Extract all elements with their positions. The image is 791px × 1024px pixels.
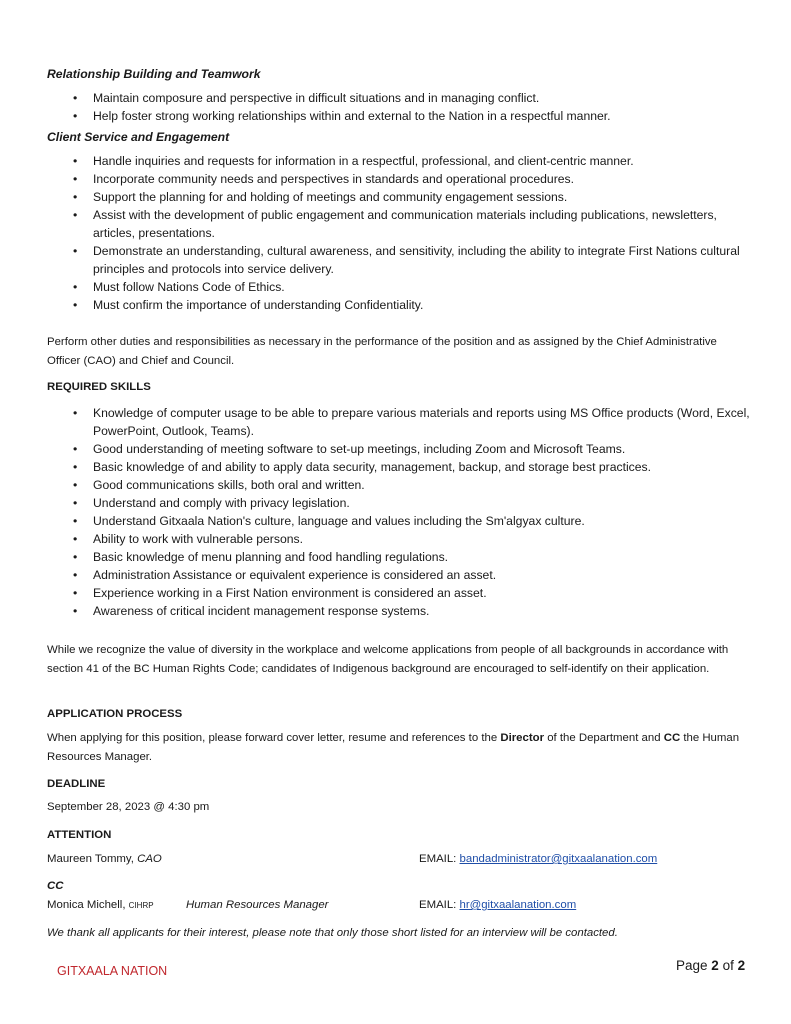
contact-name: Maureen Tommy, — [47, 853, 134, 865]
list-item: • Good understanding of meeting software to set-up meetings, including Zoom and Microsoft Teams. — [0, 440, 791, 458]
attention-heading: ATTENTION — [47, 829, 112, 841]
attention-email-link[interactable]: bandadministrator@gitxaalanation.com — [459, 853, 658, 865]
thanks-note: We thank all applicants for their interest, please note that only those short listed for an interview will be contacted. — [47, 927, 618, 939]
list-item: • Basic knowledge of menu planning and food handling regulations. — [0, 548, 791, 566]
list-item: • Understand and comply with privacy legislation. — [0, 494, 791, 512]
cc-email-link[interactable]: hr@gitxaalanation.com — [459, 899, 577, 911]
attention-contact — [47, 853, 162, 865]
contact-credential: CIHRP — [128, 901, 154, 910]
page-number — [676, 958, 745, 973]
page-of: of — [722, 958, 734, 973]
list-item: • Awareness of critical incident management response systems. — [0, 602, 791, 620]
page-label: Page — [676, 958, 708, 973]
list-item: • Administration Assistance or equivalent experience is considered an asset. — [0, 566, 791, 584]
list-item: • Knowledge of computer usage to be able to prepare various materials and reports using MS Office products (Word, Excel, PowerPoint, Outlook, Teams). — [0, 404, 791, 440]
footer-org-name: GITXAALA NATION — [57, 964, 168, 978]
cc-title: Human Resources Manager — [186, 899, 329, 911]
cc-email-line — [419, 899, 576, 911]
list-item: • Help foster strong working relationships within and external to the Nation in a respectful manner. — [0, 107, 791, 125]
list-item: • Must follow Nations Code of Ethics. — [0, 278, 791, 296]
email-label: EMAIL: — [419, 853, 457, 865]
diversity-paragraph: While we recognize the value of diversity in the workplace and welcome applications from people of all backgrounds in accordance with section 41 of the BC Human Rights Code; candidates of Indigenous background are encouraged to self-identify on their application. — [47, 644, 729, 676]
relationship-list — [0, 89, 791, 125]
list-item: • Demonstrate an understanding, cultural awareness, and sensitivity, including the ability to integrate First Nations cultural principles and protocols into service delivery. — [0, 242, 791, 278]
client-list — [0, 152, 791, 314]
skills-heading: REQUIRED SKILLS — [47, 381, 151, 393]
list-item: • Assist with the development of public engagement and communication materials including publications, newsletters, articles, presentations. — [0, 206, 791, 242]
list-item: • Incorporate community needs and perspectives in standards and operational procedures. — [0, 170, 791, 188]
list-item: • Handle inquiries and requests for information in a respectful, professional, and client-centric manner. — [0, 152, 791, 170]
cc-contact — [47, 899, 154, 911]
deadline-value: September 28, 2023 @ 4:30 pm — [47, 801, 210, 813]
client-heading: Client Service and Engagement — [47, 130, 230, 144]
list-item: • Ability to work with vulnerable persons. — [0, 530, 791, 548]
list-item: • Must confirm the importance of understanding Confidentiality. — [0, 296, 791, 314]
list-item: • Experience working in a First Nation environment is considered an asset. — [0, 584, 791, 602]
other-duties-paragraph: Perform other duties and responsibilities as necessary in the performance of the position and as assigned by the Chief Administrative Officer (CAO) and Chief and Council. — [47, 336, 717, 368]
deadline-heading: DEADLINE — [47, 778, 106, 790]
application-text: When applying for this position, please forward cover letter, resume and references to the — [47, 732, 501, 744]
email-label: EMAIL: — [419, 899, 457, 911]
skills-list — [0, 404, 791, 620]
attention-email-line — [419, 853, 657, 865]
page-current: 2 — [711, 958, 719, 973]
list-item: • Support the planning for and holding of meetings and community engagement sessions. — [0, 188, 791, 206]
application-paragraph — [47, 729, 752, 767]
list-item: • Understand Gitxaala Nation's culture, language and values including the Sm'algyax culture. — [0, 512, 791, 530]
page-total: 2 — [737, 958, 746, 973]
relationship-heading: Relationship Building and Teamwork — [47, 67, 261, 81]
list-item: • Maintain composure and perspective in difficult situations and in managing conflict. — [0, 89, 791, 107]
application-heading: APPLICATION PROCESS — [47, 708, 183, 720]
cc-text: CC — [663, 732, 681, 744]
cc-heading: CC — [47, 880, 64, 892]
list-item: • Good communications skills, both oral and written. — [0, 476, 791, 494]
application-text: of the Department and — [544, 732, 664, 744]
list-item: • Basic knowledge of and ability to apply data security, management, backup, and storage best practices. — [0, 458, 791, 476]
contact-name: Monica Michell, — [47, 899, 126, 911]
application-text: the Human Resources Manager. — [47, 732, 740, 764]
contact-title: CAO — [137, 853, 162, 865]
director-text: Director — [500, 732, 545, 744]
